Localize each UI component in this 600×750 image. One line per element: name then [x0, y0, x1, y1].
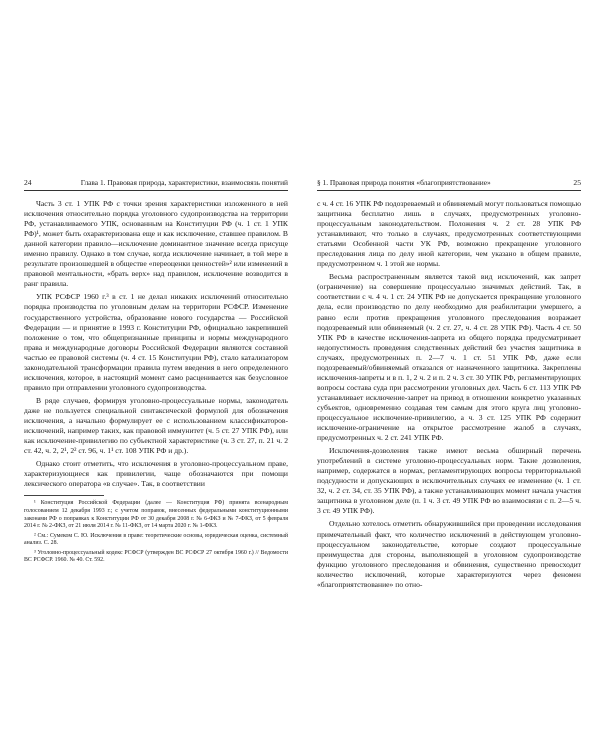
- footnote: ¹ Конституция Российской Федерации (далее — Конституция РФ) принята всенародным голосованием 12 декабря 1993 г.; с учетом поправок, внесенных федеральными конституционными законами РФ о поправках к Конституции РФ от 30 декабря 2008 г. № 6-ФКЗ и № 7-ФКЗ, от 5 февраля 2014 г. № 2-ФКЗ, от 21 июля 2014 г. № 11-ФКЗ, от 14 марта 2020 г. № 1-ФКЗ.: [24, 500, 288, 530]
- right-running-head-title: § 1. Правовая природа понятия «благоприятствование»: [317, 178, 491, 187]
- paragraph: Отдельно хотелось отметить обнаружившийся при проведении исследования примечательный факт, что количество исключений в действующем уголовно-процессуальном законодательстве, которые создают процессуальные преимущества для стороны, выполняющей в уголовном судопроизводстве функцию уголовного преследования и обвинения, существенно превосходит количество исключений, которые характеризуются через феномен «благоприятствование» по отно-: [317, 519, 581, 589]
- footnote-divider: [24, 495, 104, 496]
- left-running-head: [24, 178, 288, 191]
- paragraph: Исключения-дозволения также имеют весьма обширный перечень употреблений в системе уголовно-процессуальных норм. Такие дозволения, например, содержатся в нормах, регламентирующих вопросы территориальной подсудности и допускающих в исключительных случаях ее изменение (ч. 1 ст. 32, ч. 2 ст. 34, ст. 35 УПК РФ), а также устанавливающих момент начала участия защитника в уголовном деле (п. 1 ч. 3 ст. 49 УПК РФ во взаимосвязи с п. 2—5 ч. 3 ст. 49 УПК РФ).: [317, 446, 581, 516]
- left-running-head-title: Глава 1. Правовая природа, характеристики, взаимосвязь понятий: [80, 178, 288, 187]
- left-footnotes: [24, 500, 288, 565]
- left-body-text: [24, 199, 288, 489]
- paragraph: Весьма распространенным является такой вид исключений, как запрет (ограничение) на совершение процессуально значимых действий. Так, в соответствии с ч. 4 ч. 1 ст. 24 УПК РФ не допускается прекращение уголовного дела, если производство по делу необходимо для реабилитации умершего, а равно если против прекращения уголовного преследования возражает подозреваемый или обвиняемый (ч. 2 ст. 27, ч. 4 ст. 28 УПК РФ). Часть 4 ст. 50 УПК РФ в качестве исключения-запрета из общего порядка предусматривает недопустимость проведения следственных действий без участия защитника в случаях, предусмотренных п. 2—7 ч. 1 ст. 51 УПК РФ, даже если подозреваемый/обвиняемый отказался от назначенного защитника. Закреплены исключения-запреты и в п. 1, 2 ч. 2 и п. 2 ч. 3 ст. 30 УПК РФ, регламентирующих вопросы состава суда при рассмотрении уголовных дел. Часть 6 ст. 113 УПК РФ устанавливает исключение-запрет на привод в отношении конкретно указанных субъектов, одновременно создавая тем самым для этого круга лиц уголовно-процессуальное исключение-привилегию, а ч. 3 ст. 125 УПК РФ содержит исключение-ограничение на открытое рассмотрение жалоб в случаях, предусмотренных ч. 2 ст. 241 УПК РФ.: [317, 272, 581, 443]
- paragraph: Часть 3 ст. 1 УПК РФ с точки зрения характеристики изложенного в ней исключения относительно порядка уголовного судопроизводства на территории РФ, устанавливаемого УПК, основанным на Конституции РФ (ч. 1 ст. 1 УПК РФ)¹, может быть охарактеризована еще и как исключение, ставшее правилом. В данной категории правило—исключение доминантное значение всегда присуще именно правилу. Однако в том случае, когда исключение начинает, в той мере в результате произошедшей в обществе «переоценки ценностей»² или изменений в правовой ментальности, «брать верх» над правилом, исключение возводится в ранг правила.: [24, 199, 288, 289]
- right-running-head: [317, 178, 581, 191]
- paragraph: Однако стоит отметить, что исключения в уголовно-процессуальном праве, характеризующиеся как привилегии, чаще обозначаются при помощи лексического оператора «в случае». Так, в соответствии: [24, 459, 288, 489]
- right-body-text: [317, 199, 581, 590]
- paragraph: УПК РСФСР 1960 г.³ в ст. 1 не делал никаких исключений относительно порядка производства по уголовным делам на территории РСФСР. Изменение государственного устройства, образование нового государства — Российской Федерации — и принятие в 1993 г. Конституции РФ, официально закрепившей положение о том, что общепризнанные принципы и нормы международного права и международные договоры Российской Федерации являются составной частью ее правовой системы (ч. 4 ст. 15 Конституции РФ), стало катализатором законодательной трансформации правила путем введения в него определенного исключения, которое, в настоящий момент само расценивается как безусловное правило при отправлении уголовного судопроизводства.: [24, 292, 288, 392]
- footnote: ² См.: Сумеком С. Ю. Исключения в праве: теоретические основы, юридическая оценка, системный анализ. С. 28.: [24, 532, 288, 547]
- left-page: [24, 178, 288, 708]
- footnote: ³ Уголовно-процессуальный кодекс РСФСР (утвержден ВС РСФСР 27 октября 1960 г.) // Ведомости ВС РСФСР. 1960. № 40. Ст. 592.: [24, 549, 288, 564]
- paragraph-continued: с ч. 4 ст. 16 УПК РФ подозреваемый и обвиняемый могут пользоваться помощью защитника бесплатно лишь в случаях, предусмотренных уголовно-процессуальным законодательством. Положения ч. 2 ст. 28 УПК РФ устанавливают, что только в случаях, предусмотренных соответствующими статьями Особенной части УК РФ, возможно прекращение уголовного преследования лица по делу иной категории, чем указано в общем правиле, предусмотренном ч. 1 этой же нормы.: [317, 199, 581, 269]
- right-page: [317, 178, 581, 708]
- right-page-number: 25: [573, 178, 581, 187]
- paragraph: В ряде случаев, формируя уголовно-процессуальные нормы, законодатель даже не пользуется специальной синтаксической формулой для обозначения исключения, а начально формулирует ее с использованием классификаторов-исключений, например таких, как правовой иммунитет (ч. 5 ст. 27 УПК РФ), или как исключение-привилегию по субъектной характеристике (ч. 3 ст. 27, п. 21 ч. 2 ст. 42, ч. 2, 2¹, 2² ст. 96, ч. 1¹ ст. 108 УПК РФ и др.).: [24, 395, 288, 456]
- left-page-number: 24: [24, 178, 32, 187]
